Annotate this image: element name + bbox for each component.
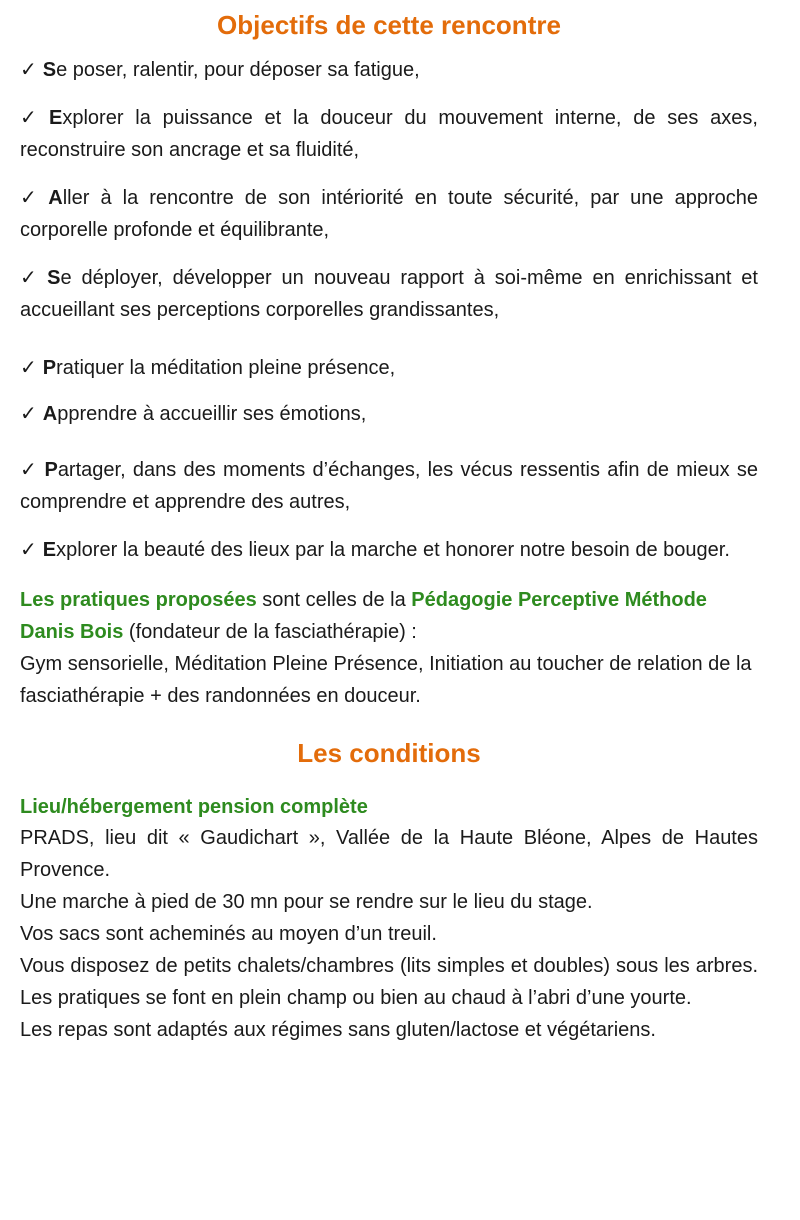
check-icon: ✓ [20, 539, 37, 561]
lieu-line: Vous disposez de petits chalets/chambres (lits simples et doubles) sous les arbres. Les pratiques se font en plein champ ou bien au chaud à l’abri d’une yourte. [20, 955, 758, 1009]
objectives-list [20, 54, 758, 566]
objective-item: ✓ Se poser, ralentir, pour déposer sa fatigue, [20, 59, 420, 81]
check-icon: ✓ [20, 187, 43, 209]
check-icon: ✓ [20, 357, 37, 379]
check-icon: ✓ [20, 59, 37, 81]
practices-paragraph: Les pratiques proposées sont celles de la Pédagogie Perceptive Méthode Danis Bois (fondateur de la fasciathérapie) : Gym sensorielle, Méditation Pleine Présence, Initiation au toucher de relation de la fasciathérapie + des randonnées en douceur. [20, 589, 752, 707]
lieu-line: PRADS, lieu dit « Gaudichart », Vallée de la Haute Bléone, Alpes de Hautes Provence. [20, 827, 758, 881]
objective-item: ✓ Explorer la puissance et la douceur du mouvement interne, de ses axes, reconstruire son ancrage et sa fluidité, [20, 107, 758, 161]
lieu-line: Une marche à pied de 30 mn pour se rendre sur le lieu du stage. [20, 891, 593, 913]
practices-label: Les pratiques proposées [20, 589, 257, 611]
objective-item: ✓ Partager, dans des moments d’échanges, les vécus ressentis afin de mieux se comprendre et apprendre des autres, [20, 459, 758, 513]
conditions-title: Les conditions [297, 738, 481, 768]
check-icon: ✓ [20, 403, 37, 425]
check-icon: ✓ [20, 107, 43, 129]
objective-item: ✓ Pratiquer la méditation pleine présence, [20, 357, 396, 379]
objective-item: ✓ Se déployer, développer un nouveau rapport à soi-même en enrichissant et accueillant ses perceptions corporelles grandissantes, [20, 267, 758, 321]
method-name: Pédagogie Perceptive Méthode Danis Bois [20, 589, 707, 643]
lieu-line: Les repas sont adaptés aux régimes sans gluten/lactose et végétariens. [20, 1019, 656, 1041]
practices-list: Gym sensorielle, Méditation Pleine Présence, Initiation au toucher de relation de la fasciathérapie + des randonnées en douceur. [20, 653, 752, 707]
objective-item: ✓ Apprendre à accueillir ses émotions, [20, 403, 367, 425]
lieu-heading: Lieu/hébergement pension complète [20, 796, 368, 818]
objectives-title: Objectifs de cette rencontre [217, 10, 561, 40]
check-icon: ✓ [20, 267, 42, 289]
lieu-line: Vos sacs sont acheminés au moyen d’un treuil. [20, 923, 437, 945]
document-page [20, 0, 758, 1046]
objective-item: ✓ Aller à la rencontre de son intériorité en toute sécurité, par une approche corporelle profonde et équilibrante, [20, 187, 758, 241]
check-icon: ✓ [20, 459, 39, 481]
objective-item: ✓ Explorer la beauté des lieux par la marche et honorer notre besoin de bouger. [20, 539, 730, 561]
